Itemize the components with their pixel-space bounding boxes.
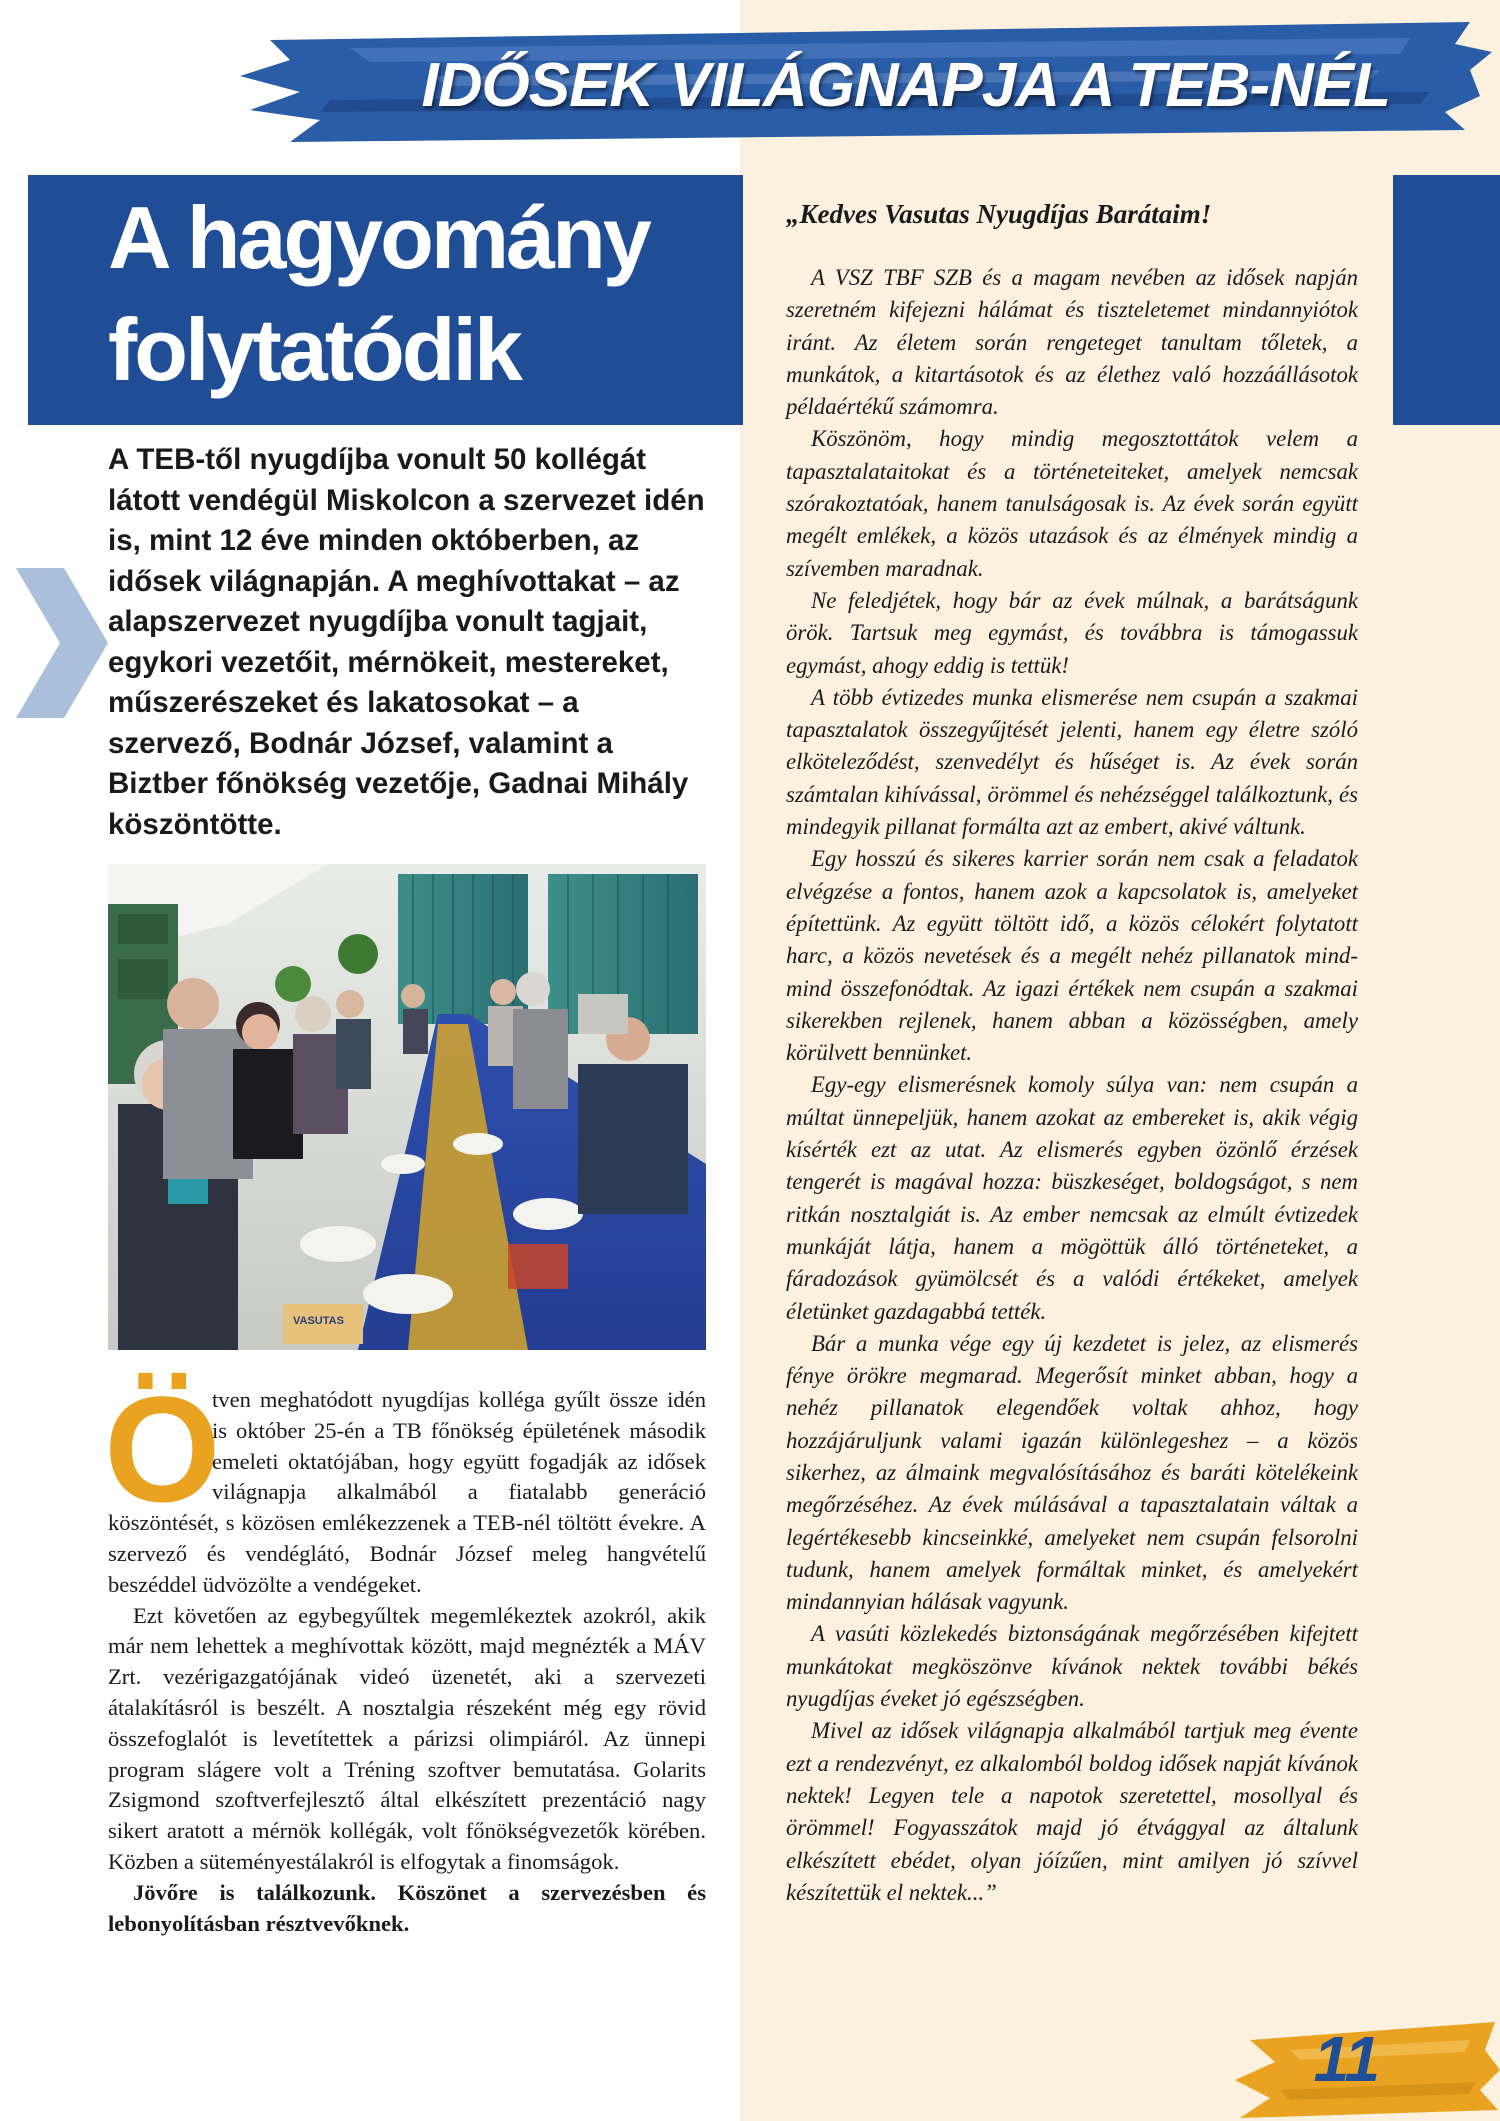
article-paragraph-1: tven meghatódott nyugdíjas kolléga gyűlt össze idén is október 25-én a TB főnökség épületének második emeleti oktatójában, hogy együtt fogadják az idősek világnapja alkalmából a fiatalabb generáció köszöntését, s közösen emlékezzenek a TEB-nél töltött évekre. A szervező és vendéglátó, Bodnár József meleg hangvételű beszéddel üdvözölte a vendégeket. [108,1387,706,1597]
letter-paragraph: A vasúti közlekedés biztonságának megőrzésében kifejtett munkátokat megköszönve kívánok nektek további békés nyugdíjas éveket jó egészségben. [786,1621,1358,1712]
chevron-right-icon [12,568,112,718]
article-lead: A TEB-től nyugdíjba vonult 50 kollégát látott vendégül Miskolcon a szervezet idén is, mint 12 éve minden októberben, az idősek világnapján. A meghívottakat – az alapszervezet nyugdíjba vonult tagjait, egykori vezetőit, mérnökeit, mestereket, műszerészeket és lakatosokat – a szervező, Bodnár József, valamint a Biztber főnökség vezetője, Gadnai Mihály köszöntötte. [108,443,705,841]
drop-cap: Ö [104,1365,221,1533]
letter-paragraph: Bár a munka vége egy új kezdetet is jelez, az elismerés fénye örökre megmarad. Megerősít minket abban, hogy a nehéz pillanatok elegendőek voltak ahhoz, hogy hozzájáruljunk valami igazán különlegeshez – a közös sikerhez, az álmaink megvalósításához és baráti kötelékeink megőrzéséhez. Az évek múlásával a tapasztalatain váltak a legértékesebb kincseinkké, amelyeket nem csupán felsorolni tudunk, hanem amelyek formáltak minket, és amelyekért mindannyian hálásak vagyunk. [786,1330,1358,1615]
letter-paragraph: Ne feledjétek, hogy bár az évek múlnak, a barátságunk örök. Tartsuk meg egymást, és továbbra is támogassuk egymást, ahogy eddig is tettük! [786,587,1358,678]
letter-paragraph: Egy hosszú és sikeres karrier során nem csak a feladatok elvégzése a fontos, hanem azok a kapcsolatok is, amelyeket építettünk. Az együtt töltött idő, a közös célokért folytatott harc, a közös nevetések és a megélt nehéz pillanatok mind-mind összefonódtak. Az igazi értékek nem csupán a szakmai sikerekben rejlenek, hanem abban a közösségben, amely körülvett bennünket. [786,846,1358,1066]
letter-paragraph: Köszönöm, hogy mindig megosztottátok velem a tapasztalataitokat és a történeteiteket, amelyek nemcsak szórakoztatóak, hanem tanulságosak is. Az évek során együtt megélt emlékek, a közös utazások és az élmények mindig a szívemben maradnak. [786,426,1358,581]
section-header-title: IDŐSEK VILÁGNAPJA A TEB-NÉL [421,51,1390,120]
photo-booklet-label: VASUTAS [293,1315,344,1327]
article-paragraph-2: Ezt követően az egybegyűltek megemlékeztek azokról, akik már nem lehettek a meghívottak között, majd megnézték a MÁV Zrt. vezérigazgatójának videó üzenetét, aki a szervezeti átalakításról is beszélt. A nosztalgia részeként még egy rövid összefoglalót is levetítettek a párizsi olimpiáról. Az ünnepi program slágere volt a Tréning szoftver bemutatása. Golarits Zsigmond szoftverfejlesztő által elkészített prezentáció nagy sikert aratott a mérnök kollégák, volt főnökségvezetők körében. Közben a süteményestálakról is elfogytak a finomságok. [108,1602,706,1874]
article-body [104,1365,706,1939]
letter-paragraph: A VSZ TBF SZB és a magam nevében az idősek napján szeretném kifejezni hálámat és tiszteletemet mindannyiótok iránt. Az életem során rengeteget tanultam tőletek, a munkátok, a kitartásotok és az élethez való hozzáállásotok példaértékű számomra. [786,265,1358,420]
article-headline: A hagyomány folytatódik [108,188,649,399]
event-photo [108,864,706,1350]
article-closing: Jövőre is találkozunk. Köszönet a szervezésben és lebonyolításban résztvevőknek. [108,1879,706,1936]
letter-column [786,196,1358,1909]
letter-paragraph: A több évtizedes munka elismerése nem csupán a szakmai tapasztalatok összegyűjtését jelenti, hanem egy életre szóló elköteleződést, szenvedélyt és hűséget is. Az évek során számtalan kihívással, örömmel és nehézséggel találkoztunk, és mindegyik pillanat formálta azt az embert, akivé váltunk. [786,684,1358,840]
page-number: 11 [1313,2023,1380,2095]
letter-paragraph: Egy-egy elismerésnek komoly súlya van: nem csupán a múltat ünnepeljük, hanem azokat az embereket is, akik végig kísérték ezt az utat. Az elismerés egyben özönlő érzések tengerét is magával hozza: büszkeséget, boldogságot, s nem ritkán nosztalgiát is. Az ember nemcsak az elmúlt évtizedek munkáját látja, hanem a mögöttük álló történeteket, a fáradozások gyümölcsét és a valódi értékeket, amelyek életünket gazdagabbá tették. [786,1072,1358,1324]
letter-paragraph: Mivel az idősek világnapja alkalmából tartjuk meg évente ezt a rendezvényt, ez alkalomból boldog idősek napját kívánok nektek! Legyen tele a napotok szeretettel, mosollyal és örömmel! Fogyasszátok majd jó étvággyal az általunk elkészített ebédet, olyan jóízűen, mint amilyen jó szívvel készítettük el nektek...” [786,1718,1358,1905]
right-accent-bar [1393,175,1500,425]
letter-greeting: „Kedves Vasutas Nyugdíjas Barátaim! [786,199,1212,229]
